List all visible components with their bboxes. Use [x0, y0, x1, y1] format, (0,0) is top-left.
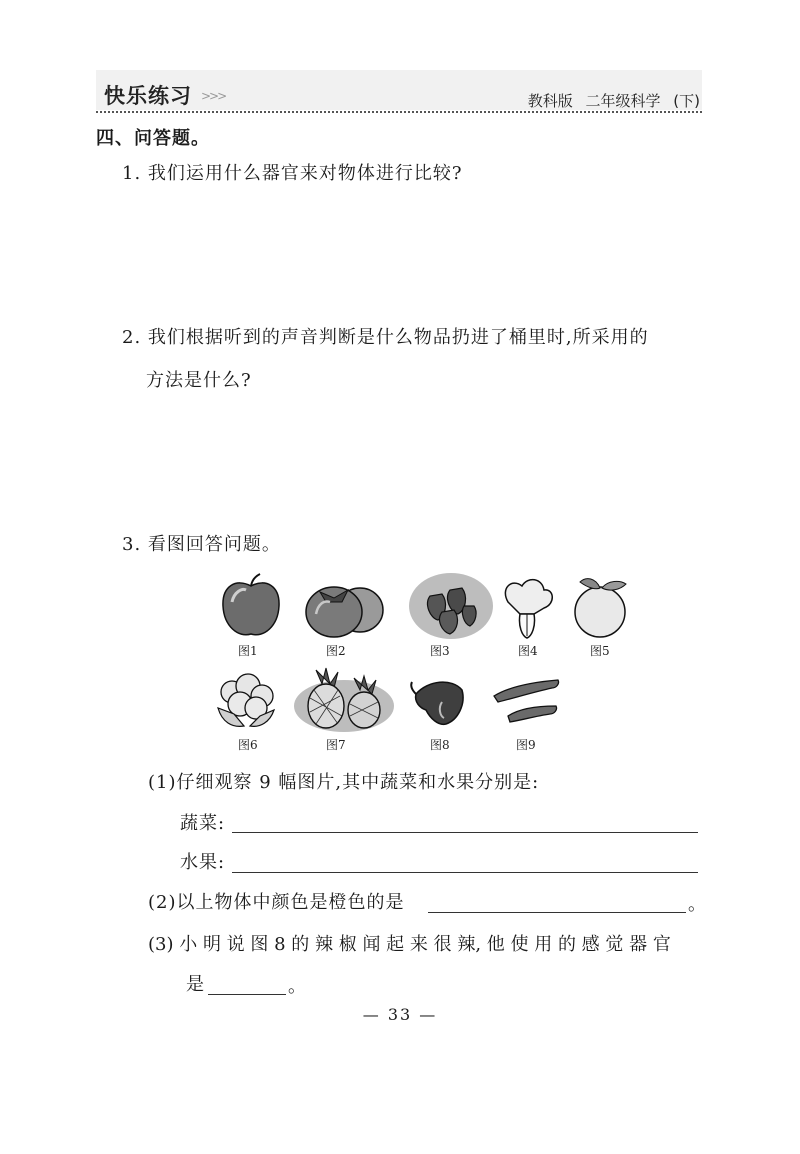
orange-image	[570, 574, 632, 640]
fruits-label: 水果:	[180, 852, 226, 873]
book-subject: 二年级科学 (下)	[585, 92, 700, 110]
figure-caption: 图3	[430, 644, 450, 658]
subquestion-3-line-1: (3) 小 明 说 图 8 的 辣 椒 闻 起 来 很 辣, 他 使 用 的 感 觉 器 官	[148, 934, 671, 955]
figure-grid	[210, 570, 620, 752]
subquestion-1: (1)仔细观察 9 幅图片,其中蔬菜和水果分别是:	[148, 772, 540, 793]
figure-caption: 图4	[518, 644, 538, 658]
subquestion-3-end: 。	[288, 976, 307, 997]
question-2-line-1: 2. 我们根据听到的声音判断是什么物品扔进了桶里时,所采用的	[122, 327, 649, 348]
vegetables-label: 蔬菜:	[180, 813, 226, 834]
figure-caption: 图7	[326, 738, 346, 752]
header-book-info	[528, 90, 700, 111]
book-edition: 教科版	[527, 92, 573, 110]
header-title: 快乐练习	[104, 84, 192, 108]
strawberries-image	[408, 572, 494, 640]
header-divider	[96, 111, 702, 113]
figure-caption: 图1	[238, 644, 258, 658]
header-arrows: >>>	[201, 89, 226, 103]
figure-caption: 图5	[590, 644, 610, 658]
question-3: 3. 看图回答问题。	[122, 534, 281, 555]
persimmons-image	[302, 574, 386, 640]
fruits-answer-line[interactable]	[232, 872, 698, 873]
figure-caption: 图2	[326, 644, 346, 658]
cauliflower-image	[212, 670, 280, 730]
orange-items-answer-line[interactable]	[428, 912, 686, 913]
subquestion-3-line-2: 是	[186, 974, 205, 995]
question-1: 1. 我们运用什么器官来对物体进行比较?	[122, 163, 463, 184]
bean-pods-image	[490, 674, 564, 726]
figure-caption: 图8	[430, 738, 450, 752]
subquestion-2-end: 。	[688, 894, 707, 915]
subquestion-2: (2)以上物体中颜色是橙色的是	[148, 892, 405, 913]
pineapples-image	[294, 666, 394, 734]
vegetables-answer-line[interactable]	[232, 832, 698, 833]
question-2-line-2: 方法是什么?	[146, 370, 252, 391]
section-title: 四、问答题。	[96, 128, 210, 149]
bok-choy-image	[498, 574, 556, 640]
figure-caption: 图6	[238, 738, 258, 752]
chili-pepper-image	[408, 674, 468, 728]
apple-image	[218, 572, 284, 640]
sense-organ-answer-line[interactable]	[208, 994, 286, 995]
figure-caption: 图9	[516, 738, 536, 752]
page-number: — 33 —	[362, 1005, 438, 1024]
